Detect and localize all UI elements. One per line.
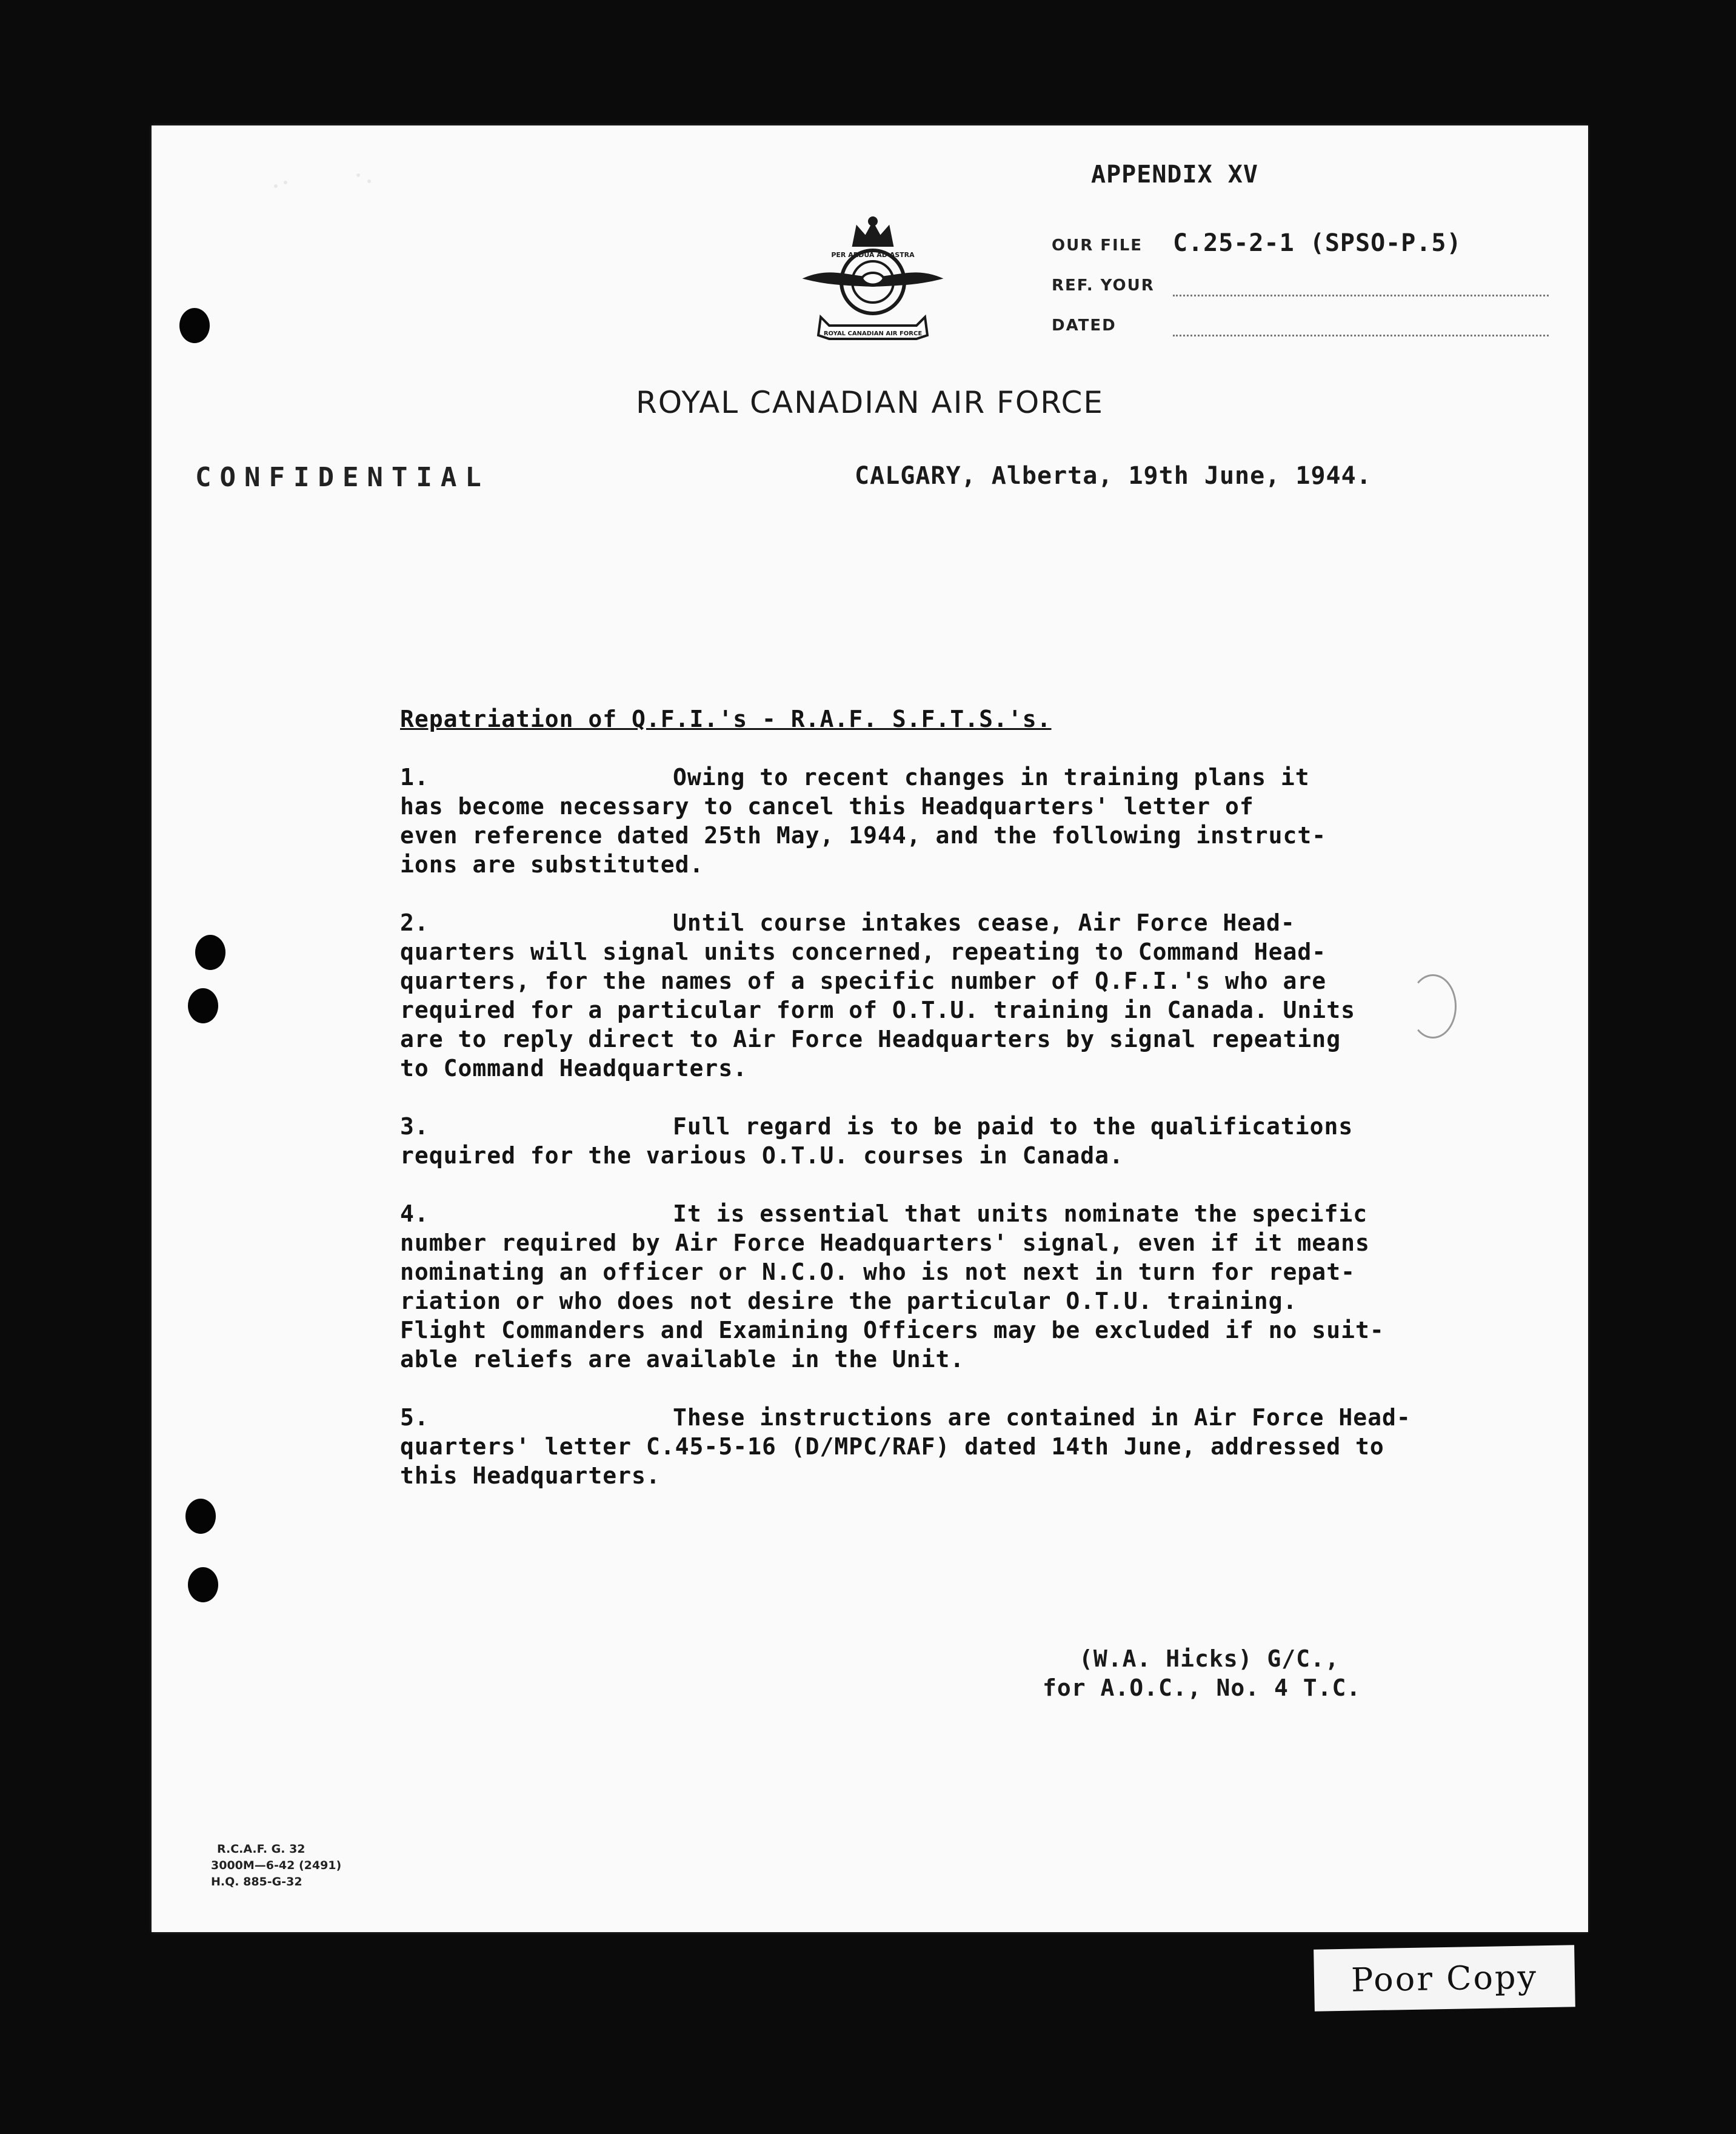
paragraph-line: Until course intakes cease, Air Force Head- [673,909,1295,936]
signatory-name: (W.A. Hicks) G/C., [1079,1645,1340,1672]
subject-line: Repatriation of Q.F.I.'s - R.A.F. S.F.T.S.'s. [400,706,1052,732]
form-hq-number: H.Q. 885-G-32 [211,1875,302,1888]
paragraph-line: to Command Headquarters. [400,1055,748,1082]
paragraph-4 [400,1199,1479,1374]
punch-hole [185,1499,216,1534]
paragraph-number: 1. [400,764,429,791]
paragraph-line: nominating an officer or N.C.O. who is not next in turn for repat- [400,1259,1355,1285]
paragraph-1 [400,763,1479,879]
paragraph-line: quarters will signal units concerned, repeating to Command Head- [400,938,1327,965]
paragraph-line: required for a particular form of O.T.U. training in Canada. Units [400,997,1355,1023]
paragraph-line: are to reply direct to Air Force Headquarters by signal repeating [400,1026,1341,1052]
file-reference-block [1052,226,1549,346]
form-number: R.C.A.F. G. 32 [217,1842,305,1856]
crest-scroll-text: ROYAL CANADIAN AIR FORCE [823,330,923,337]
paragraph-number: 5. [400,1404,429,1431]
paragraph-line: Owing to recent changes in training plans it [673,764,1310,791]
dated-row [1052,306,1549,346]
paragraph-line: able reliefs are available in the Unit. [400,1346,965,1373]
our-file-value: C.25-2-1 (SPSO-P.5) [1173,229,1462,257]
paragraph-number: 2. [400,909,429,936]
classification-label: CONFIDENTIAL [195,462,490,493]
paragraph-line: ions are substituted. [400,851,704,878]
signatory-title: for A.O.C., No. 4 T.C. [1043,1674,1361,1701]
paragraph-line: required for the various O.T.U. courses in Canada. [400,1142,1124,1169]
punch-hole [195,935,225,970]
our-file-label: OUR FILE [1052,236,1143,255]
dust-speck [284,181,287,184]
poor-copy-stamp: Poor Copy [1314,1945,1575,2011]
paragraph-line: Flight Commanders and Examining Officers may be excluded if no suit- [400,1317,1384,1343]
dateline: CALGARY, Alberta, 19th June, 1944. [855,462,1372,490]
paragraph-5 [400,1403,1479,1490]
document-page [152,125,1588,1932]
form-print-run: 3000M—6-42 (2491) [211,1859,342,1872]
paragraph-line: has become necessary to cancel this Headquarters' letter of [400,793,1254,820]
form-reference [211,1841,341,1890]
ref-your-row [1052,266,1549,306]
paragraph-line: number required by Air Force Headquarters' signal, even if it means [400,1229,1370,1256]
crest-motto: PER ARDUA AD ASTRA [831,251,915,259]
organization-title: ROYAL CANADIAN AIR FORCE [636,385,1104,420]
paragraph-line: These instructions are contained in Air Force Head- [673,1404,1411,1431]
dated-label: DATED [1052,316,1117,335]
paragraph-line: Full regard is to be paid to the qualifications [673,1113,1354,1140]
ref-your-line [1173,295,1549,296]
punch-hole [188,988,218,1023]
paragraph-line: even reference dated 25th May, 1944, and the following instruct- [400,822,1327,849]
punch-hole [188,1567,218,1602]
our-file-row [1052,226,1549,266]
paragraph-line: quarters' letter C.45-5-16 (D/MPC/RAF) dated 14th June, addressed to [400,1433,1384,1460]
paragraph-line: It is essential that units nominate the specific [673,1200,1368,1227]
signature-block [1043,1644,1361,1702]
appendix-label: APPENDIX XV [1091,161,1258,189]
paragraph-2 [400,908,1479,1083]
dust-speck [274,184,278,188]
letter-body [400,704,1479,1519]
ref-your-label: REF. YOUR [1052,276,1155,295]
paragraph-line: this Headquarters. [400,1462,661,1489]
paragraph-line: riation or who does not desire the particular O.T.U. training. [400,1288,1298,1314]
dust-speck [367,179,371,183]
paragraph-number: 3. [400,1113,429,1140]
dated-line [1173,335,1549,336]
paragraph-3 [400,1112,1479,1170]
punch-hole [179,308,210,343]
paragraph-line: quarters, for the names of a specific number of Q.F.I.'s who are [400,968,1327,994]
rcaf-crest-icon [794,210,952,356]
dust-speck [356,173,360,177]
paragraph-number: 4. [400,1200,429,1227]
margin-pencil-mark [1409,974,1457,1039]
